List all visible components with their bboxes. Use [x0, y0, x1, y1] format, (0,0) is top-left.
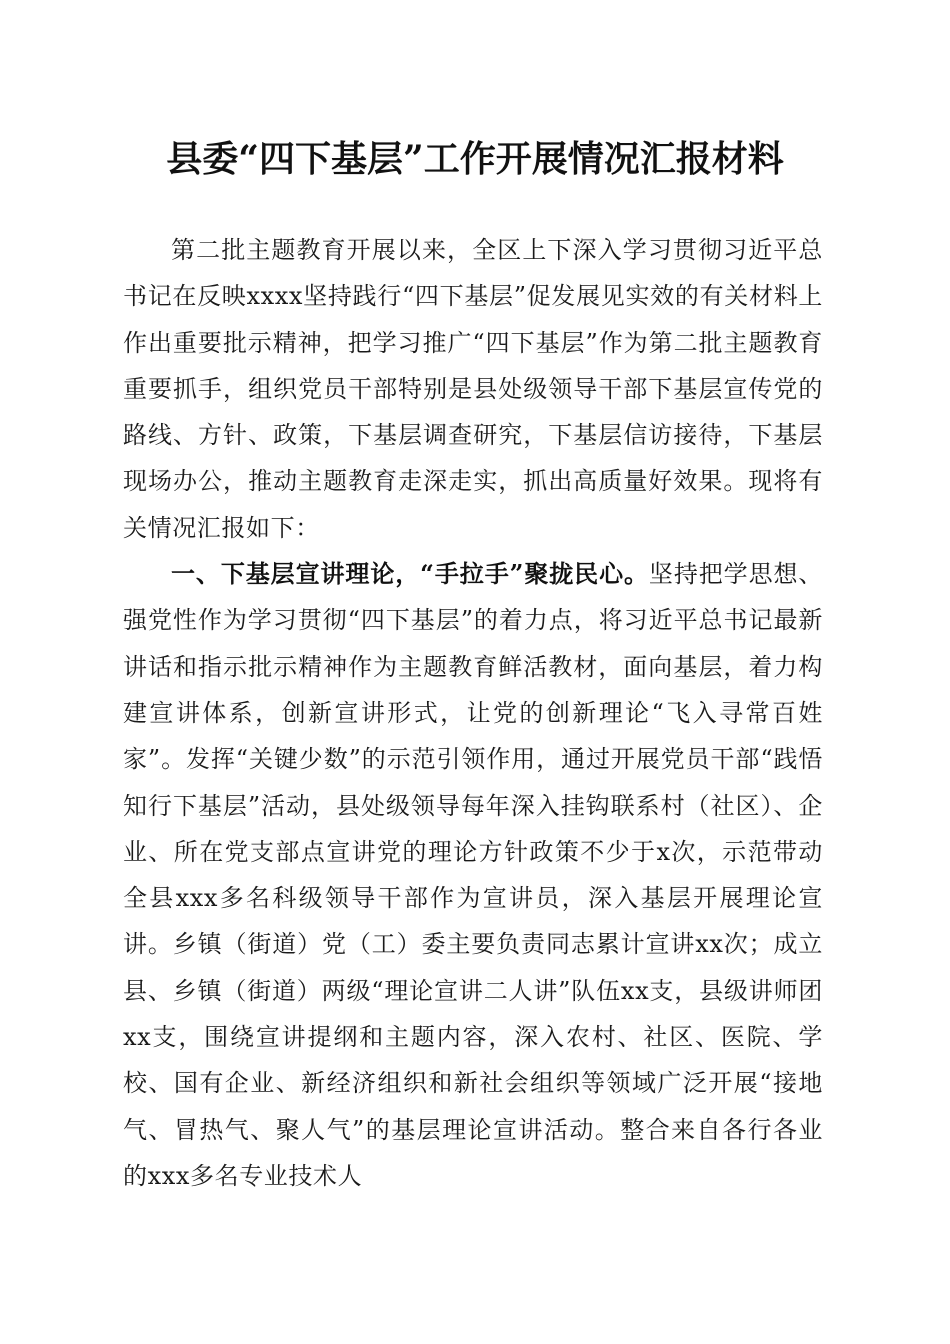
document-title: 县委“四下基层”工作开展情况汇报材料 — [166, 138, 784, 180]
section-one-text: 坚持把学思想、强党性作为学习贯彻“四下基层”的着力点，将习近平总书记最新讲话和指示批示精神作为主题教育鲜活教材，面向基层，着力构建宣讲体系，创新宣讲形式，让党的创新理论“飞入寻常百姓家”。发挥“关键少数”的示范引领作用，通过开展党员干部“践悟知行下基层”活动，县处级领导每年深入挂钩联系村（社区）、企业、所在党支部点宣讲党的理论方针政策不少于x次，示范带动全县xxx多名科级领导干部作为宣讲员，深入基层开展理论宣讲。乡镇（街道）党（工）委主要负责同志累计宣讲xx次；成立县、乡镇（街道）两级“理论宣讲二人讲”队伍xx支，县级讲师团xx支，围绕宣讲提纲和主题内容，深入农村、社区、医院、学校、国有企业、新经济组织和新社会组织等领域广泛开展“接地气、冒热气、聚人气”的基层理论宣讲活动。整合来自各行各业的xxx多名专业技术人 — [123, 560, 823, 1190]
section-one-heading: 一、下基层宣讲理论，“手拉手”聚拢民心。 — [171, 559, 649, 589]
document-body — [123, 227, 823, 1199]
intro-paragraph — [123, 227, 823, 551]
intro-paragraph-text: 第二批主题教育开展以来，全区上下深入学习贯彻习近平总书记在反映xxxx坚持践行“四下基层”促发展见实效的有关材料上作出重要批示精神，把学习推广“四下基层”作为第二批主题教育重要抓手，组织党员干部特别是县处级领导干部下基层宣传党的路线、方针、政策，下基层调查研究，下基层信访接待，下基层现场办公，推动主题教育走深走实，抓出高质量好效果。现将有关情况汇报如下： — [123, 236, 823, 542]
section-one-paragraph — [123, 551, 823, 1199]
